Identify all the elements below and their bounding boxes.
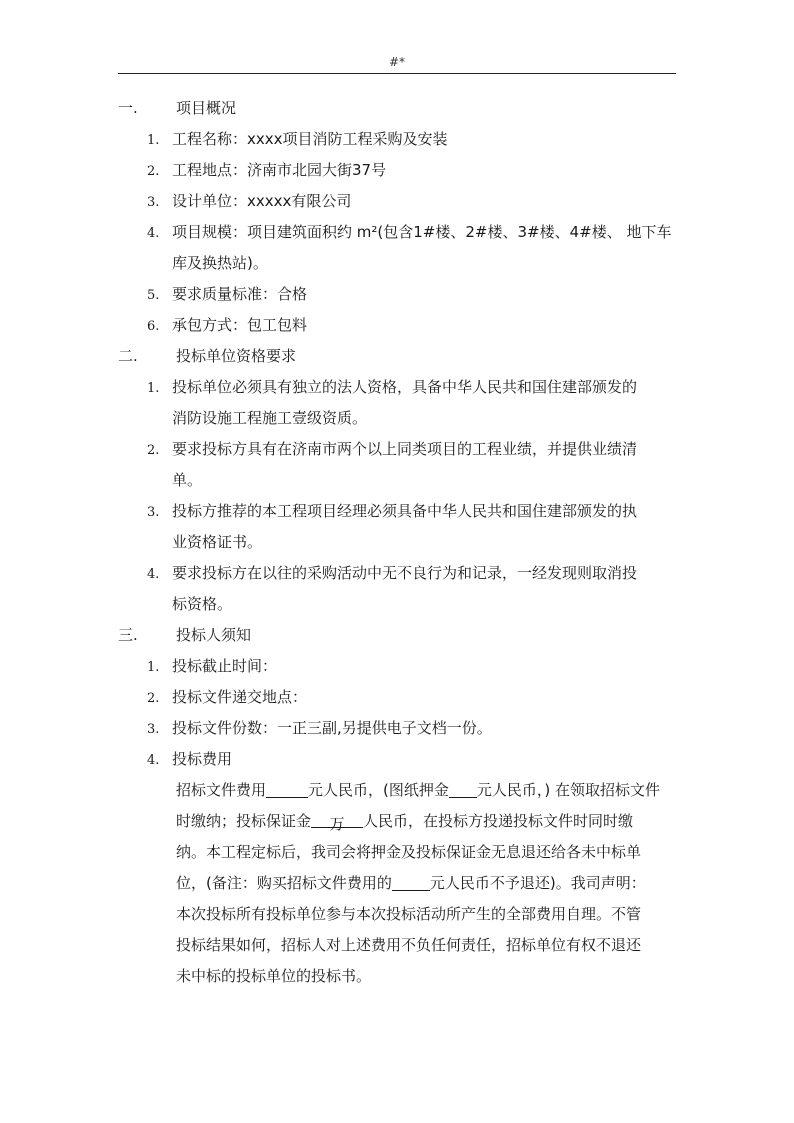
- list-item: [118, 713, 688, 744]
- list-item: [118, 496, 688, 527]
- item-continuation: 消防设施工程施工壹级资质。: [172, 409, 368, 427]
- page-header-mark: #*: [388, 55, 406, 69]
- deposit-blank: [449, 779, 477, 798]
- list-item: [118, 682, 688, 713]
- item-text: 投标费用: [172, 750, 233, 768]
- item-text: 工程名称：xxxx项目消防工程采购及安装: [172, 130, 448, 148]
- item-number: 4.: [147, 226, 160, 241]
- item-text: 要求质量标准：合格: [172, 285, 308, 303]
- item-number: 3.: [147, 195, 160, 210]
- item-continuation: 单。: [172, 471, 203, 489]
- list-item: [118, 279, 688, 310]
- item-text: 工程地点：济南市北园大街37号: [172, 161, 387, 179]
- section-number: 二.: [118, 347, 138, 365]
- list-item: [118, 434, 688, 465]
- list-item: [118, 744, 688, 775]
- section-title: 项目概况: [176, 99, 237, 117]
- item-text: 投标文件递交地点：: [172, 688, 308, 706]
- item-number: 1.: [147, 660, 160, 675]
- item-continuation: 标资格。: [172, 595, 233, 613]
- item-number: 2.: [147, 164, 160, 179]
- item-text: 项目规模：项目建筑面积约 m²(包含1#楼、2#楼、3#楼、4#楼、 地下车: [172, 223, 672, 241]
- list-item: [118, 372, 688, 403]
- fee-paragraph-line: 纳。本工程定标后，我司会将押金及投标保证金无息退还给各未中标单: [176, 843, 642, 861]
- item-text: 要求投标方具有在济南市两个以上同类项目的工程业绩，并提供业绩清: [172, 440, 638, 458]
- item-number: 4.: [147, 567, 160, 582]
- fee-blank: [266, 779, 308, 798]
- fee-text: 元人民币不予退还)。我司声明：: [429, 874, 646, 892]
- section-title: 投标人须知: [176, 626, 252, 644]
- item-number: 1.: [147, 381, 160, 396]
- fee-paragraph-line: [118, 775, 688, 806]
- item-number: 4.: [147, 753, 160, 768]
- list-item: [118, 651, 688, 682]
- fee-text: 招标文件费用: [176, 781, 267, 799]
- fee-text: 人民币，在投标方投递投标文件时同时缴: [363, 812, 634, 830]
- section-heading: [118, 341, 688, 372]
- header-divider: [118, 73, 676, 74]
- document-body: [118, 93, 688, 992]
- item-text: 设计单位：xxxxx有限公司: [172, 192, 352, 210]
- item-number: 3.: [147, 722, 160, 737]
- section-title: 投标单位资格要求: [176, 347, 297, 365]
- fee-paragraph-line: 未中标的投标单位的投标书。: [176, 967, 372, 985]
- fee-paragraph-line: 投标结果如何，招标人对上述费用不负任何责任，招标单位有权不退还: [176, 936, 642, 954]
- item-number: 3.: [147, 505, 160, 520]
- fee-text: 时缴纳；投标保证金: [176, 812, 312, 830]
- item-text: 投标截止时间：: [172, 657, 278, 675]
- item-text: 要求投标方在以往的采购活动中无不良行为和记录，一经发现则取消投: [172, 564, 638, 582]
- section-heading: [118, 93, 688, 124]
- item-text: 承包方式：包工包料: [172, 316, 308, 334]
- fee-paragraph-line: 本次投标所有投标单位参与本次投标活动所产生的全部费用自理。不管: [176, 905, 642, 923]
- item-number: 5.: [147, 288, 160, 303]
- list-item: [118, 186, 688, 217]
- fee-text: 元人民币，(图纸押金: [308, 781, 449, 799]
- item-text: 投标文件份数：一正三副,另提供电子文档一份。: [172, 719, 492, 737]
- list-item: [118, 155, 688, 186]
- item-number: 1.: [147, 133, 160, 148]
- section-number: 一.: [118, 99, 138, 117]
- section-heading: [118, 620, 688, 651]
- fee-paragraph-line: [118, 806, 688, 837]
- item-continuation: 业资格证书。: [172, 533, 263, 551]
- section-number: 三.: [118, 626, 138, 644]
- fee-text: 元人民币，) 在领取招标文件: [476, 781, 660, 799]
- item-text: 投标单位必须具有独立的法人资格，具备中华人民共和国住建部颁发的: [172, 378, 638, 396]
- item-number: 2.: [147, 691, 160, 706]
- bond-amount: 万: [311, 809, 363, 828]
- item-text: 投标方推荐的本工程项目经理必须具备中华人民共和国住建部颁发的执: [172, 502, 638, 520]
- item-number: 6.: [147, 319, 160, 334]
- item-number: 2.: [147, 443, 160, 458]
- list-item: [118, 558, 688, 589]
- list-item: [118, 217, 688, 248]
- fee-paragraph-line: [118, 868, 688, 899]
- fee-blank: [392, 872, 430, 891]
- list-item: [118, 124, 688, 155]
- list-item: [118, 310, 688, 341]
- item-continuation: 库及换热站)。: [172, 254, 268, 272]
- fee-text: 位，(备注：购买招标文件费用的: [176, 874, 392, 892]
